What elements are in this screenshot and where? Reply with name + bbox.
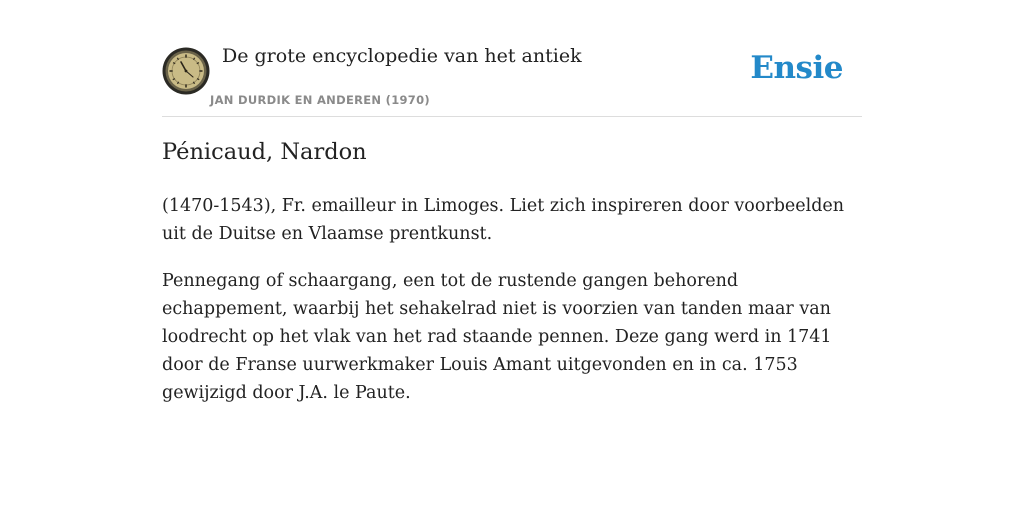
entry-paragraph: Pennegang of schaargang, een tot de rustende gangen behorend echappement, waarbij het sehakelrad niet is voorzien van tanden maar van loodrecht op het vlak van het rad staande pennen. Deze gang werd in 1741 door de Franse uurwerkmaker Louis Amant uitgevonden en in ca. 1753 gewijzigd door J.A. le Paute. (162, 271, 832, 403)
header (162, 40, 862, 117)
entry-title: Pénicaud, Nardon (162, 139, 367, 165)
brand-logo[interactable]: Ensie (750, 50, 843, 86)
entry-paragraph: (1470-1543), Fr. emailleur in Limoges. Liet zich inspireren door voorbeelden uit de Duitse en Vlaamse prentkunst. (162, 196, 845, 244)
book-author: JAN DURDIK EN ANDEREN (1970) (210, 93, 430, 107)
book-title[interactable]: De grote encyclopedie van het antiek (222, 45, 582, 67)
clock-icon[interactable] (162, 47, 210, 95)
